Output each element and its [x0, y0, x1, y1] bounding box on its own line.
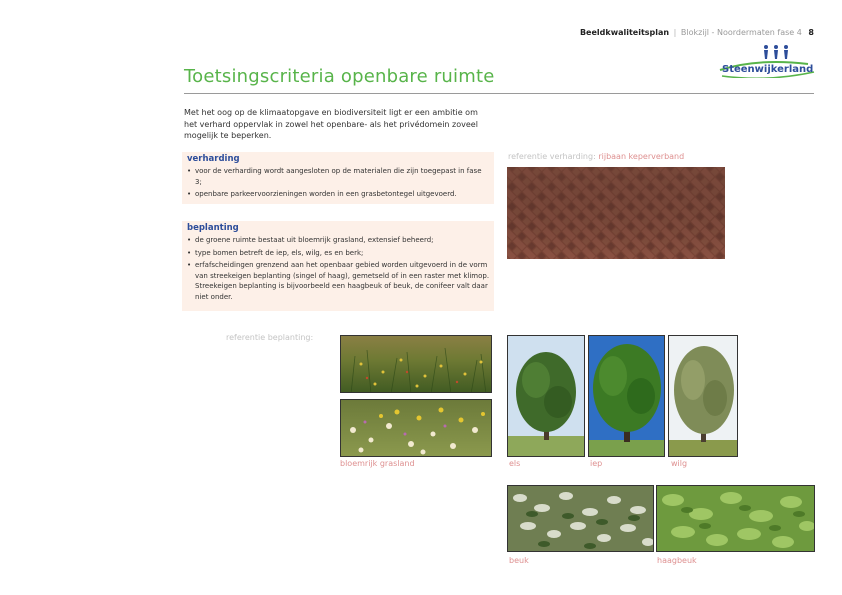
- photo-meadow-1: [340, 335, 492, 393]
- beplanting-section: [182, 221, 494, 311]
- beplanting-heading: beplanting: [187, 223, 239, 233]
- list-item: • type bomen betreft de iep, els, wilg, es en berk;: [186, 248, 490, 259]
- reference-verharding-label: referentie verharding:: [508, 152, 596, 161]
- list-item: • de groene ruimte bestaat uit bloemrijk grasland, extensief beheerd;: [186, 235, 490, 246]
- running-header: [580, 28, 814, 37]
- list-item: • voor de verharding wordt aangesloten op de materialen die zijn toegepast in fase 3;: [186, 166, 490, 187]
- caption-haagbeuk: haagbeuk: [657, 556, 697, 565]
- reference-beplanting-label: referentie beplanting:: [226, 333, 314, 342]
- project-name: Blokzijl - Noordermaten fase 4: [680, 28, 802, 37]
- photo-hedge-beuk: [507, 485, 654, 552]
- page-title: Toetsingscriteria openbare ruimte: [184, 66, 495, 87]
- caption-els: els: [509, 459, 521, 468]
- document-title: Beeldkwaliteitsplan: [579, 28, 670, 37]
- title-divider: [184, 93, 814, 94]
- reference-verharding-caption: [508, 152, 684, 161]
- list-item: • erfafscheidingen grenzend aan het openbaar gebied worden uitgevoerd in de vorm van streekeigen beplanting (singel of haag), gemetseld of in een raster met klimop. Streekeigen beplanting is bijvoorbeeld een haagbeuk of beuk, de conifeer valt daar niet onder.: [186, 260, 490, 302]
- reference-verharding-name: rijbaan keperverband: [598, 152, 685, 161]
- verharding-heading: verharding: [187, 154, 240, 164]
- page-number: 8: [808, 28, 814, 37]
- verharding-section: [182, 152, 494, 204]
- caption-iep: iep: [590, 459, 603, 468]
- verharding-list: [186, 166, 490, 200]
- photo-tree-wilg: [668, 335, 738, 457]
- header-separator: |: [673, 28, 677, 37]
- caption-grasland: bloemrijk grasland: [340, 459, 415, 468]
- caption-beuk: beuk: [509, 556, 529, 565]
- beplanting-list: [186, 235, 490, 302]
- list-item: • openbare parkeervoorzieningen worden in een grasbetontegel uitgevoerd.: [186, 189, 490, 200]
- photo-brick-pavement: [507, 167, 725, 259]
- photo-hedge-haagbeuk: [656, 485, 815, 552]
- caption-wilg: wilg: [671, 459, 688, 468]
- logo-text: Steenwijkerland: [722, 64, 814, 75]
- steenwijkerland-logo: [718, 44, 818, 78]
- photo-tree-iep: [588, 335, 665, 457]
- intro-paragraph: Met het oog op de klimaatopgave en biodiversiteit ligt er een ambitie om het verhard oppervlak in zowel het openbare- als het privédomein zoveel mogelijk te beperken.: [184, 108, 478, 140]
- photo-tree-els: [507, 335, 585, 457]
- photo-meadow-2: [340, 399, 492, 457]
